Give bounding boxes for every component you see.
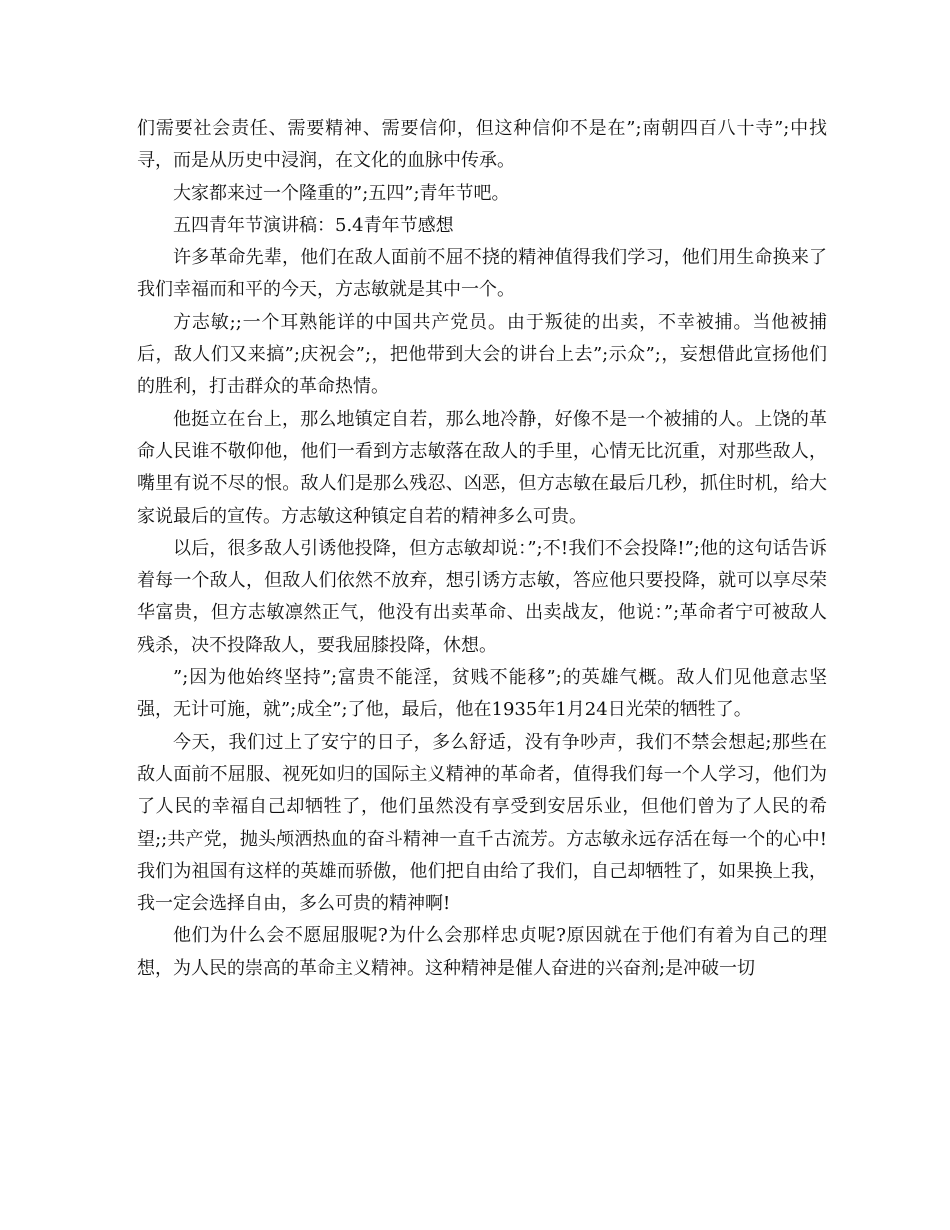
paragraph: 大家都来过一个隆重的”;五四”;青年节吧。: [173, 182, 510, 204]
paragraph: ”;因为他始终坚持”;富贵不能淫，贫贱不能移”;的英雄气概。敌人们见他意志坚强，无计可施，就”;成全”;了他，最后，他在1935年1月24日光荣的牺牲了。: [137, 667, 827, 721]
paragraph: 们需要社会责任、需要精神、需要信仰，但这种信仰不是在”;南朝四百八十寺”;中找寻，而是从历史中浸润，在文化的血脉中传承。: [137, 118, 827, 172]
paragraph: 他们为什么会不愿屈服呢?为什么会那样忠贞呢?原因就在于他们有着为自己的理想，为人民的崇高的革命主义精神。这种精神是催人奋进的兴奋剂;是冲破一切: [137, 925, 827, 979]
paragraph: 许多革命先辈，他们在敌人面前不屈不挠的精神值得我们学习，他们用生命换来了我们幸福而和平的今天，方志敏就是其中一个。: [137, 247, 827, 301]
document-page: [137, 113, 827, 985]
paragraph: 方志敏;;一个耳熟能详的中国共产党员。由于叛徒的出卖，不幸被捕。当他被捕后，敌人们又来搞”;庆祝会”;，把他带到大会的讲台上去”;示众”;，妄想借此宣扬他们的胜利，打击群众的革命热情。: [137, 311, 827, 398]
section-heading: 五四青年节演讲稿：5.4青年节感想: [173, 214, 454, 236]
paragraph: 以后，很多敌人引诱他投降，但方志敏却说：”;不!我们不会投降!”;他的这句话告诉着每一个敌人，但敌人们依然不放弃，想引诱方志敏，答应他只要投降，就可以享尽荣华富贵，但方志敏凛然正气，他没有出卖革命、出卖战友，他说：”;革命者宁可被敌人残杀，决不投降敌人，要我屈膝投降，休想。: [137, 537, 827, 656]
paragraph: 今天，我们过上了安宁的日子，多么舒适，没有争吵声，我们不禁会想起;那些在敌人面前不屈服、视死如归的国际主义精神的革命者，值得我们每一个人学习，他们为了人民的幸福自己却牺牲了，他们虽然没有享受到安居乐业，但他们曾为了人民的希望;;共产党，抛头颅洒热血的奋斗精神一直千古流芳。方志敏永远存活在每一个的心中!我们为祖国有这样的英雄而骄傲，他们把自由给了我们，自己却牺牲了，如果换上我，我一定会选择自由，多么可贵的精神啊!: [137, 731, 827, 915]
paragraph: 他挺立在台上，那么地镇定自若，那么地冷静，好像不是一个被捕的人。上饶的革命人民谁不敬仰他，他们一看到方志敏落在敌人的手里，心情无比沉重，对那些敌人，嘴里有说不尽的恨。敌人们是那么残忍、凶恶，但方志敏在最后几秒，抓住时机，给大家说最后的宣传。方志敏这种镇定自若的精神多么可贵。: [137, 408, 827, 527]
